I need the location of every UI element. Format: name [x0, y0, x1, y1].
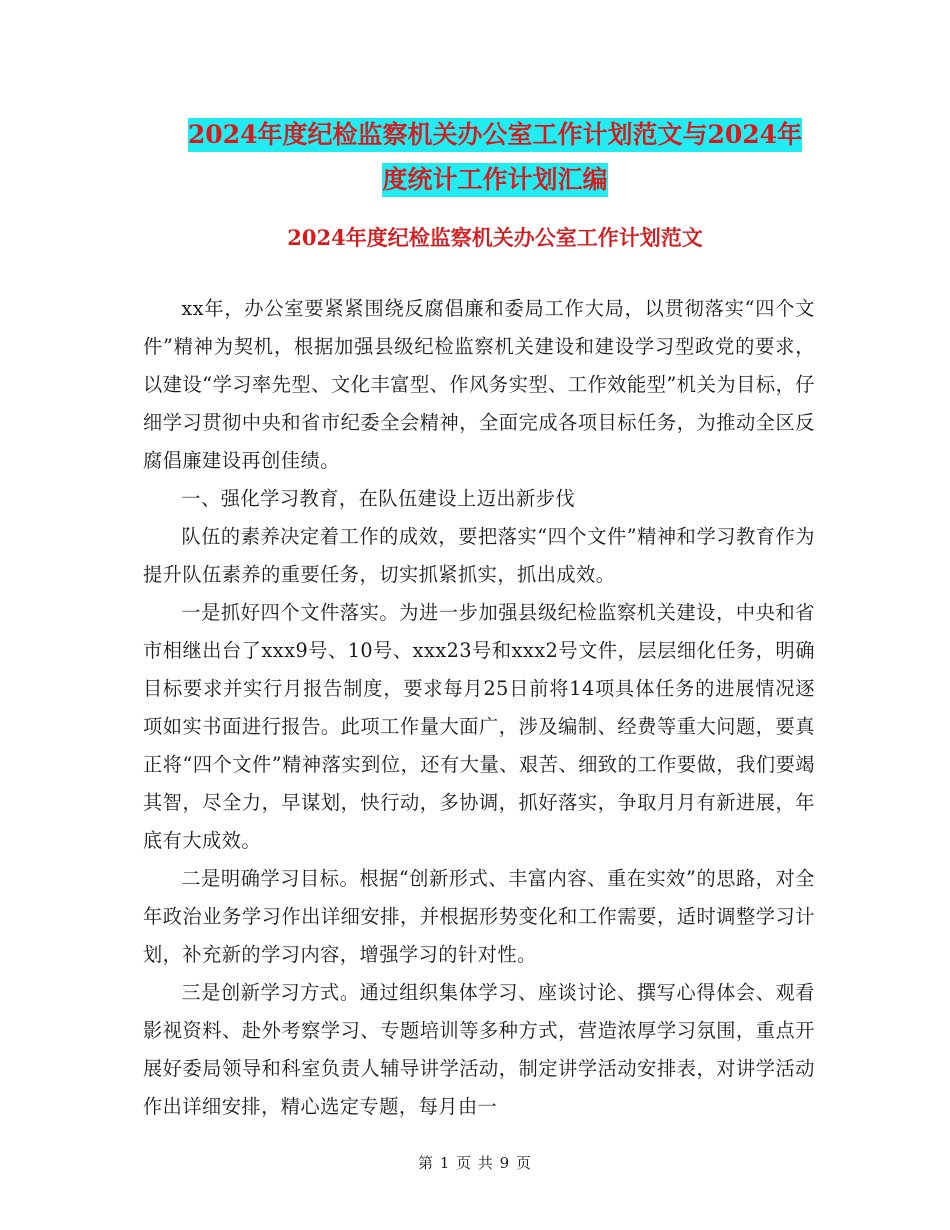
page-footer: 第 1 页 共 9 页	[418, 1154, 532, 1172]
paragraph-point-1: 一是抓好四个文件落实。为进一步加强县级纪检监察机关建设，中央和省市相继出台了xxx9号、10号、xxx23号和xxx2号文件，层层细化任务，明确目标要求并实行月报告制度，要求每月25日前将14项具体任务的进展情况逐项如实书面进行报告。此项工作量大面广，涉及编制、经费等重大问题，要真正将“四个文件”精神落实到位，还有大量、艰苦、细致的工作要做，我们要竭其智，尽全力，早谋划，快行动，多协调，抓好落实，争取月月有新进展，年底有大成效。	[143, 601, 815, 852]
document-body	[143, 290, 815, 1126]
paragraph-point-2: 二是明确学习目标。根据“创新形式、丰富内容、重在实效”的思路，对全年政治业务学习作出详细安排，并根据形势变化和工作需要，适时调整学习计划，补充新的学习内容，增强学习的针对性。	[143, 867, 815, 966]
paragraph-team-quality: 队伍的素养决定着工作的成效，要把落实“四个文件”精神和学习教育作为提升队伍素养的重要任务，切实抓紧抓实，抓出成效。	[143, 525, 815, 586]
paragraph-intro: xx年，办公室要紧紧围绕反腐倡廉和委局工作大局，以贯彻落实“四个文件”精神为契机，根据加强县级纪检监察机关建设和建设学习型政党的要求，以建设“学习率先型、文化丰富型、作风务实型、工作效能型”机关为目标，仔细学习贯彻中央和省市纪委全会精神，全面完成各项目标任务，为推动全区反腐倡廉建设再创佳绩。	[143, 297, 815, 472]
section-title: 2024年度纪检监察机关办公室工作计划范文	[287, 225, 703, 250]
paragraph-point-3: 三是创新学习方式。通过组织集体学习、座谈讨论、撰写心得体会、观看影视资料、赴外考察学习、专题培训等多种方式，营造浓厚学习氛围，重点开展好委局领导和科室负责人辅导讲学活动，制定讲学活动安排表，对讲学活动作出详细安排，精心选定专题，每月由一	[143, 981, 815, 1118]
paragraph-heading-1: 一、强化学习教育，在队伍建设上迈出新步伐	[181, 487, 576, 510]
document-title	[140, 112, 850, 202]
document-title-line-2: 度统计工作计划汇编	[382, 163, 607, 197]
document-title-line-1: 2024年度纪检监察机关办公室工作计划范文与2024年	[188, 118, 802, 152]
